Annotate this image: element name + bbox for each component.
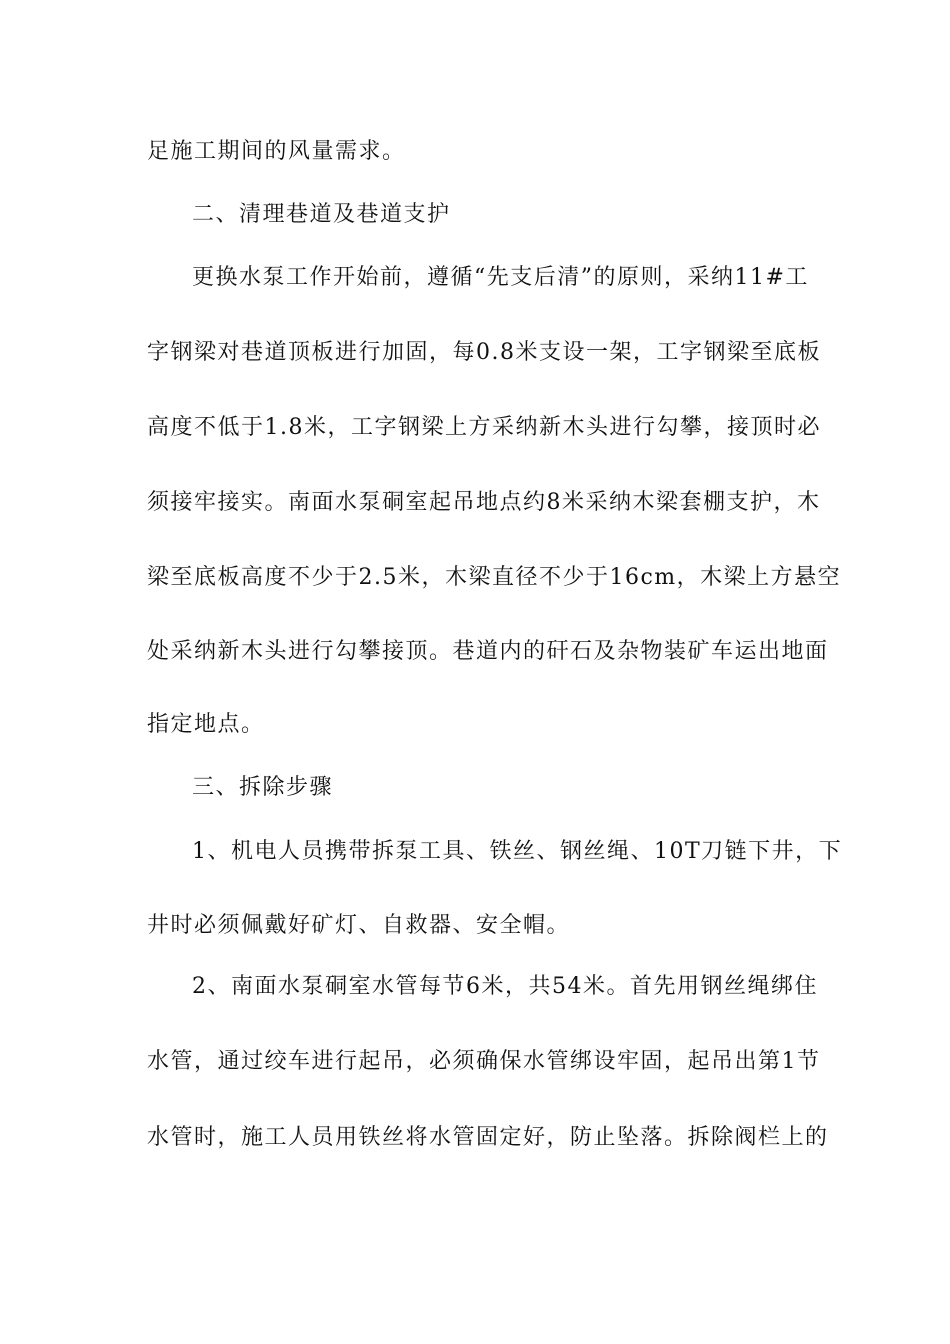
paragraph-line-3: 更换水泵工作开始前，遵循“先支后清”的原则，采纳11#工	[192, 265, 809, 290]
paragraph-line-7: 梁至底板高度不少于2.5米，木梁直径不少于16cm，木梁上方悬空	[147, 565, 842, 590]
paragraph-line-6: 须接牢接实。南面水泵硐室起吊地点约8米采纳木梁套棚支护，木	[147, 490, 821, 515]
paragraph-line-13: 2、南面水泵硐室水管每节6米，共54米。首先用钢丝绳绑住	[192, 974, 818, 999]
section-heading-3: 三、拆除步骤	[192, 775, 334, 800]
paragraph-line-14: 水管，通过绞车进行起吊，必须确保水管绑设牢固，起吊出第1节	[147, 1049, 821, 1074]
paragraph-line-1: 足施工期间的风量需求。	[147, 139, 406, 164]
paragraph-line-11: 1、机电人员携带拆泵工具、铁丝、钢丝绳、10T刀链下井，下	[192, 839, 843, 864]
paragraph-line-12: 井时必须佩戴好矿灯、自救器、安全帽。	[147, 913, 571, 938]
paragraph-line-15: 水管时，施工人员用铁丝将水管固定好，防止坠落。拆除阀栏上的	[147, 1125, 829, 1150]
paragraph-line-9: 指定地点。	[147, 712, 265, 737]
paragraph-line-8: 处采纳新木头进行勾攀接顶。巷道内的矸石及杂物装矿车运出地面	[147, 639, 829, 664]
paragraph-line-4: 字钢梁对巷道顶板进行加固，每0.8米支设一架，工字钢梁至底板	[147, 340, 821, 365]
section-heading-2: 二、清理巷道及巷道支护	[192, 202, 451, 227]
paragraph-line-5: 高度不低于1.8米，工字钢梁上方采纳新木头进行勾攀，接顶时必	[147, 415, 821, 440]
